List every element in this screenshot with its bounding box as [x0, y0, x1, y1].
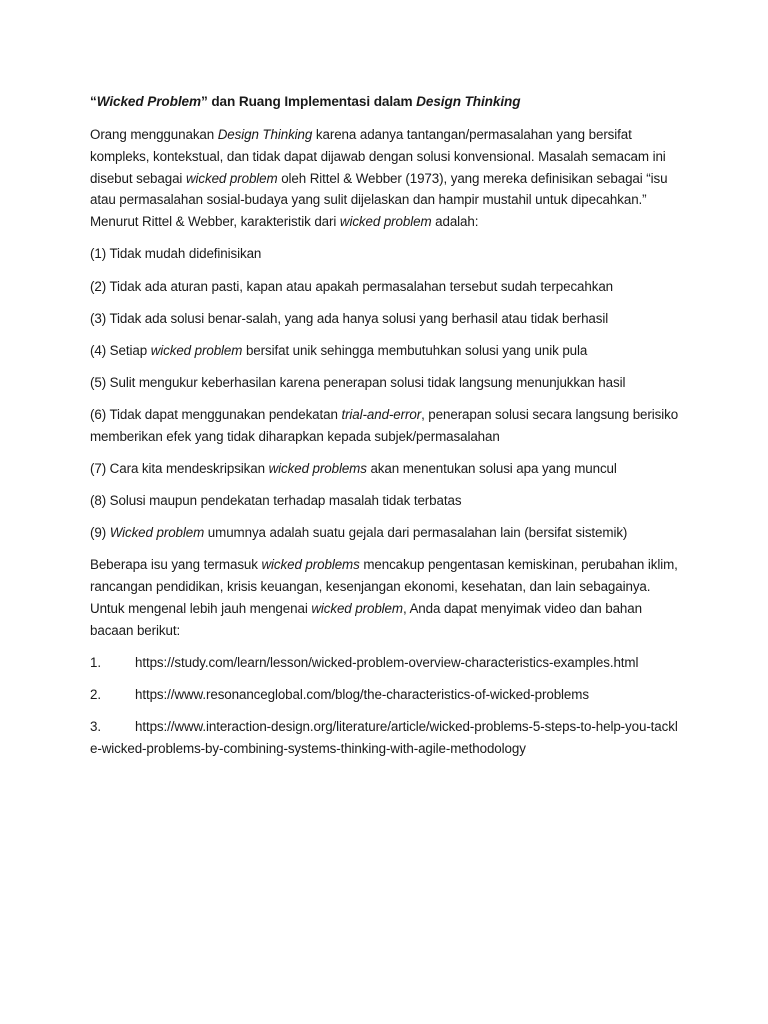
- intro-emphasis: wicked problem: [185, 170, 278, 186]
- intro-text: karena adanya tantangan/permasalahan yang bersifat kompleks, kontekstual, dan tidak dapat dijawab dengan solusi konvensional. Masalah semacam ini disebut sebagai: [90, 127, 666, 186]
- item-emphasis: wicked problem: [150, 342, 243, 358]
- characteristic-item-6: [90, 404, 680, 448]
- characteristic-item-2: (2) Tidak ada aturan pasti, kapan atau apakah permasalahan tersebut sudah terpecahkan: [90, 278, 614, 294]
- characteristic-item-7: [90, 458, 680, 480]
- link-url[interactable]: https://www.resonanceglobal.com/blog/the-characteristics-of-wicked-problems: [135, 686, 589, 702]
- reference-link-1[interactable]: [90, 652, 680, 674]
- title-part-1: Wicked Problem: [96, 94, 201, 109]
- link-number: 3.: [90, 719, 101, 734]
- item-text: (6) Tidak dapat menggunakan pendekatan: [90, 406, 342, 422]
- intro-paragraph: [90, 124, 680, 233]
- item-emphasis: trial-and-error: [341, 406, 422, 422]
- item-text: , penerapan solusi secara langsung berisiko memberikan efek yang tidak diharapkan kepada subjek/permasalahan: [90, 406, 679, 444]
- closing-emphasis: wicked problem: [311, 600, 403, 616]
- intro-emphasis: wicked problem: [339, 214, 432, 230]
- characteristic-item-8: (8) Solusi maupun pendekatan terhadap masalah tidak terbatas: [90, 492, 462, 508]
- link-url[interactable]: https://www.interaction-design.org/literature/article/wicked-problems-5-steps-to-help-you-tackle-wicked-problems-by-combining-systems-thinking-with-agile-methodology: [90, 719, 678, 756]
- document-title: [90, 92, 680, 112]
- item-text: (9): [90, 525, 110, 541]
- intro-text: adalah:: [431, 214, 479, 230]
- closing-text: mencakup pengentasan kemiskinan, perubahan iklim, rancangan pendidikan, krisis keuangan, kesenjangan ekonomi, kesehatan, dan lain sebagainya. Untuk mengenal lebih jauh mengenai: [90, 557, 678, 616]
- title-part-2: ” dan Ruang Implementasi dalam: [200, 94, 417, 109]
- reference-link-2[interactable]: [90, 684, 680, 706]
- characteristic-item-1: (1) Tidak mudah didefinisikan: [90, 246, 262, 262]
- intro-text: oleh Rittel & Webber (1973), yang mereka definisikan sebagai “isu atau permasalahan sosial-budaya yang sulit dijelaskan dan hampir mustahil untuk dipecahkan.” Menurut Rittel & Webber, karakteristik dari: [90, 170, 668, 230]
- characteristic-item-9: [90, 522, 680, 544]
- item-text: umumnya adalah suatu gejala dari permasalahan lain (bersifat sistemik): [204, 525, 628, 541]
- item-text: akan menentukan solusi apa yang muncul: [366, 460, 617, 476]
- link-number: 2.: [90, 686, 101, 702]
- item-text: (7) Cara kita mendeskripsikan: [90, 460, 269, 476]
- intro-emphasis: Design Thinking: [217, 127, 313, 142]
- closing-paragraph: [90, 554, 680, 641]
- reference-link-3[interactable]: [90, 716, 680, 760]
- item-emphasis: wicked problems: [268, 460, 367, 476]
- link-number: 1.: [90, 654, 101, 670]
- closing-text: , Anda dapat menyimak video dan bahan bacaan berikut:: [90, 600, 642, 638]
- characteristic-item-5: (5) Sulit mengukur keberhasilan karena penerapan solusi tidak langsung menunjukkan hasil: [90, 374, 626, 390]
- document-page: [90, 92, 680, 770]
- title-quote-open: “: [90, 94, 97, 109]
- intro-text: Orang menggunakan: [90, 127, 218, 142]
- characteristic-item-4: [90, 340, 680, 362]
- item-text: bersifat unik sehingga membutuhkan solusi yang unik pula: [242, 342, 588, 358]
- item-emphasis: Wicked problem: [109, 525, 205, 541]
- link-url[interactable]: https://study.com/learn/lesson/wicked-problem-overview-characteristics-examples.html: [135, 654, 639, 670]
- characteristic-item-3: (3) Tidak ada solusi benar-salah, yang ada hanya solusi yang berhasil atau tidak berhasil: [90, 310, 609, 326]
- title-part-3: Design Thinking: [416, 94, 521, 109]
- closing-emphasis: wicked problems: [261, 557, 360, 573]
- item-text: (4) Setiap: [90, 342, 151, 358]
- closing-text: Beberapa isu yang termasuk: [90, 557, 262, 573]
